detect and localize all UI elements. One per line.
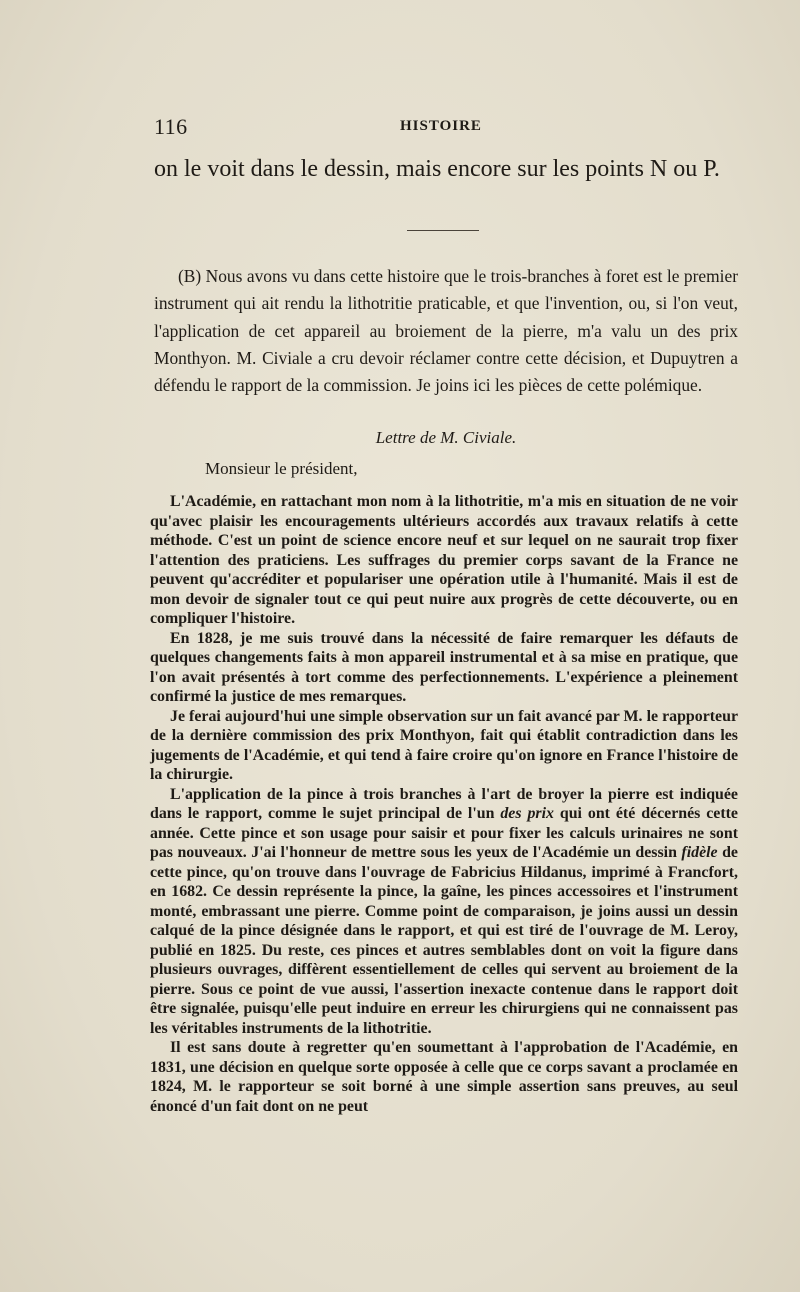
letter-body (150, 492, 738, 1116)
page-header (154, 114, 738, 140)
letter-p4-part-c: de cette pince, qu'on trouve dans l'ouvrage de Fabricius Hildanus, imprimé à Francfort, en 1682. Ce dessin représente la pince, la gaîne, les pinces accessoires et l'instrument monté, embrassant une pierre. Comme point de comparaison, je joins aussi un dessin calqué de la pince désignée dans le rapport, et qui est tiré de l'ouvrage de M. Leroy, publié en 1825. Du reste, ces pinces et autres semblables dont on voit la figure dans plusieurs ouvrages, diffèrent essentiellement de celles qui servent au broiement de la pierre. Sous ce point de vue aussi, l'assertion inexacte contenue dans le rapport doit être signalée, puisqu'elle peut induire en erreur les chirurgiens qui ne connaissent pas les véritables instruments de la lithotritie. (150, 844, 738, 1037)
letter-title: Lettre de M. Civiale. (375, 428, 517, 447)
letter-paragraph-1: L'Académie, en rattachant mon nom à la lithotritie, m'a mis en situation de ne voir qu'avec plaisir les encouragements ultérieurs accordés aux travaux relatifs à cette méthode. C'est un point de science encore neuf et sur lequel on ne saurait trop fixer l'attention des praticiens. Les suffrages du premier corps savant de la France ne peuvent qu'accréditer et populariser une opération utile à l'humanité. Mais il est de mon devoir de signaler tout ce qui peut nuire aux progrès de cette découverte, ou en compliquer l'histoire. (150, 493, 738, 627)
letter-paragraph-3: Je ferai aujourd'hui une simple observation sur un fait avancé par M. le rapporteur de la dernière commission des prix Monthyon, fait qui établit contradiction dans les jugements de l'Académie, et qui tend à faire croire qu'on ignore en France l'histoire de la chirurgie. (150, 707, 738, 783)
letter-p4-part-b: qui ont été décernés cette année. Cette pince et son usage pour saisir et pour fixer les calculs urinaires ne sont pas nouveaux. J'ai l'honneur de mettre sous les yeux de l'Académie un dessin (150, 805, 738, 861)
emphasis-fidele: fidèle (681, 844, 718, 861)
running-title: HISTOIRE (400, 118, 482, 134)
section-b-paragraph: (B) Nous avons vu dans cette histoire que le trois-branches à foret est le premier instrument qui ait rendu la lithotritie praticable, et que l'invention, ou, si l'on veut, l'application de cet appareil au broiement de la pierre, m'a valu un des prix Monthyon. M. Civiale a cru devoir réclamer contre cette décision, et Dupuytren a défendu le rapport de la commission. Je joins ici les pièces de cette polémique. (154, 266, 738, 396)
letter-p4-part-a: L'application de la pince à trois branches à l'art de broyer la pierre est indiquée dans le rapport, comme le sujet principal de l'un (150, 785, 738, 822)
emphasis-des-prix: des prix (500, 805, 554, 822)
section-divider (407, 230, 479, 231)
section-b (154, 263, 738, 399)
letter-paragraph-5: Il est sans doute à regretter qu'en soumettant à l'approbation de l'Académie, en 1831, une décision en quelque sorte opposée à celle que ce corps savant a proclamée en 1824, M. le rapporteur se soit borné à une simple assertion sans preuves, au seul énoncé d'un fait dont on ne peut (150, 1039, 738, 1115)
lead-text: on le voit dans le dessin, mais encore sur les points N ou P. (154, 156, 720, 182)
letter-paragraph-2: En 1828, je me suis trouvé dans la nécessité de faire remarquer les défauts de quelques changements faits à mon appareil instrumental et à sa mise en pratique, que l'on avait présentés à tort comme des perfectionnements. L'expérience a pleinement confirmé la justice de mes remarques. (150, 629, 738, 705)
letter-salutation: Monsieur le président, (205, 459, 358, 478)
page-number: 116 (154, 114, 188, 139)
letter-paragraph-4 (150, 785, 738, 1039)
